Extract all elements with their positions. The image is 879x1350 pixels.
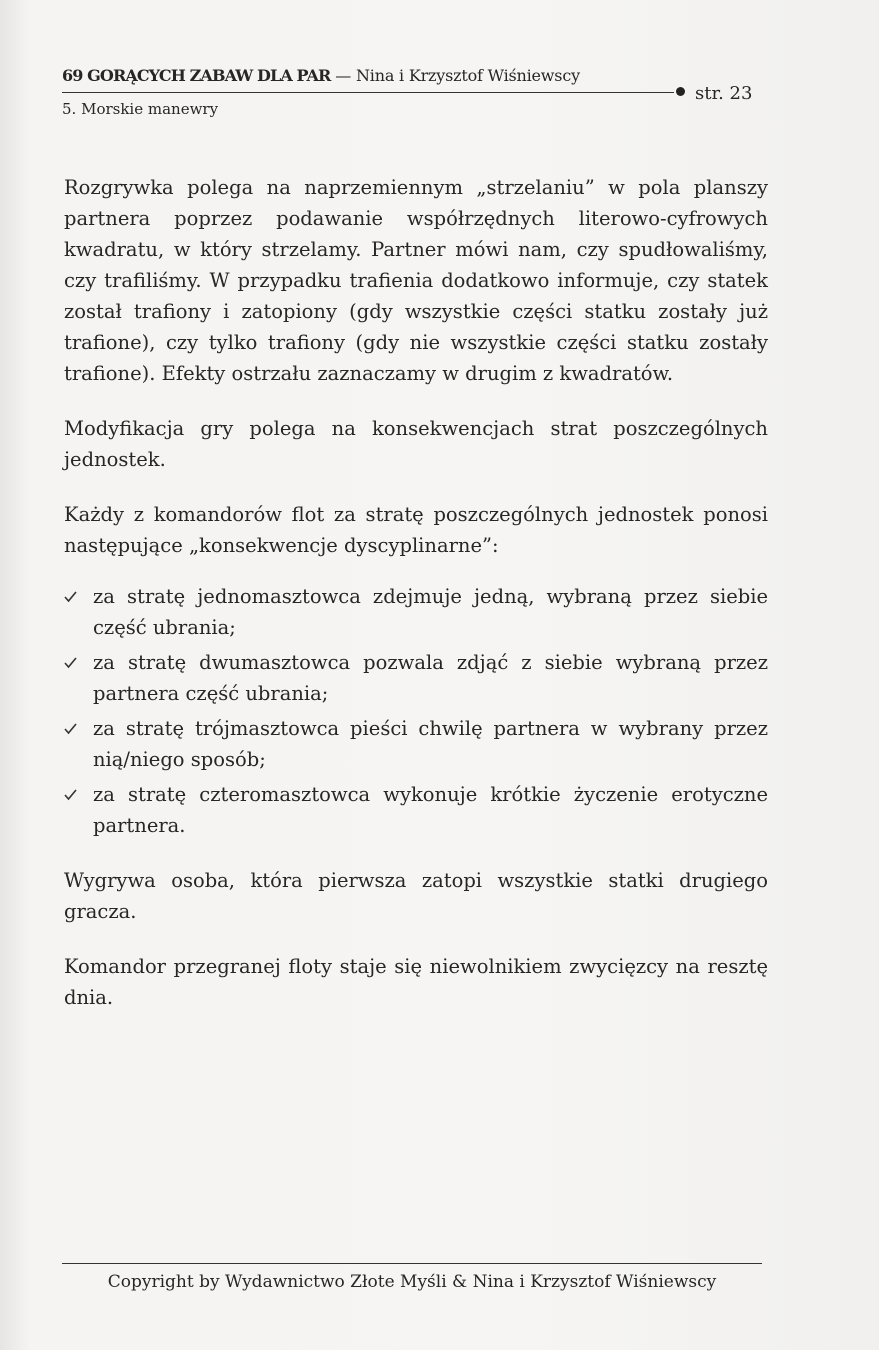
page-number: str. 23 bbox=[695, 83, 753, 104]
paragraph: Rozgrywka polega na naprzemiennym „strzelaniu” w pola planszy partnera poprzez podawanie współrzędnych literowo-cyfrowych kwadratu, w który strzelamy. Partner mówi nam, czy spudłowaliśmy, czy trafiliśmy. W przypadku trafienia dodatkowo informuje, czy statek został trafiony i zatopiony (gdy wszystkie części statku zostały już trafione), czy tylko trafiony (gdy nie wszystkie części statku zostały trafione). Efekty ostrzału zaznaczamy w drugim z kwadratów. bbox=[64, 176, 768, 385]
checkmark-icon bbox=[64, 656, 77, 669]
running-header bbox=[62, 66, 762, 118]
header-rule bbox=[62, 92, 674, 93]
bullet-dot-icon bbox=[676, 87, 685, 96]
checkmark-icon bbox=[64, 788, 77, 801]
paragraph: Komandor przegranej floty staje się niewolnikiem zwycięzcy na resztę dnia. bbox=[64, 955, 768, 1009]
list-item bbox=[64, 581, 768, 643]
header-title bbox=[62, 66, 762, 85]
paragraph: Każdy z komandorów flot za stratę poszczególnych jednostek ponosi następujące „konsekwencje dyscyplinarne”: bbox=[64, 503, 768, 557]
list-item-text: za stratę trójmasztowca pieści chwilę partnera w wybrany przez nią/niego sposób; bbox=[93, 717, 768, 771]
list-item-text: za stratę dwumasztowca pozwala zdjąć z siebie wybraną przez partnera część ubrania; bbox=[93, 651, 768, 705]
paragraph: Modyfikacja gry polega na konsekwencjach strat poszczególnych jednostek. bbox=[64, 417, 768, 471]
list-item bbox=[64, 647, 768, 709]
book-authors: — Nina i Krzysztof Wiśniewscy bbox=[330, 66, 580, 85]
list-item bbox=[64, 713, 768, 775]
consequences-list bbox=[64, 581, 768, 841]
footer-rule bbox=[62, 1263, 762, 1264]
book-title: 69 GORĄCYCH ZABAW DLA PAR bbox=[62, 66, 331, 85]
list-item-text: za stratę jednomasztowca zdejmuje jedną, wybraną przez siebie część ubrania; bbox=[93, 585, 768, 639]
list-item bbox=[64, 779, 768, 841]
list-item-text: za stratę czteromasztowca wykonuje krótkie życzenie erotyczne partnera. bbox=[93, 783, 768, 837]
checkmark-icon bbox=[64, 590, 77, 603]
page-content bbox=[64, 172, 768, 1037]
copyright-footer: Copyright by Wydawnictwo Złote Myśli & Nina i Krzysztof Wiśniewscy bbox=[107, 1272, 717, 1292]
paragraph: Wygrywa osoba, która pierwsza zatopi wszystkie statki drugiego gracza. bbox=[64, 869, 768, 923]
chapter-title: 5. Morskie manewry bbox=[62, 100, 219, 118]
checkmark-icon bbox=[64, 722, 77, 735]
